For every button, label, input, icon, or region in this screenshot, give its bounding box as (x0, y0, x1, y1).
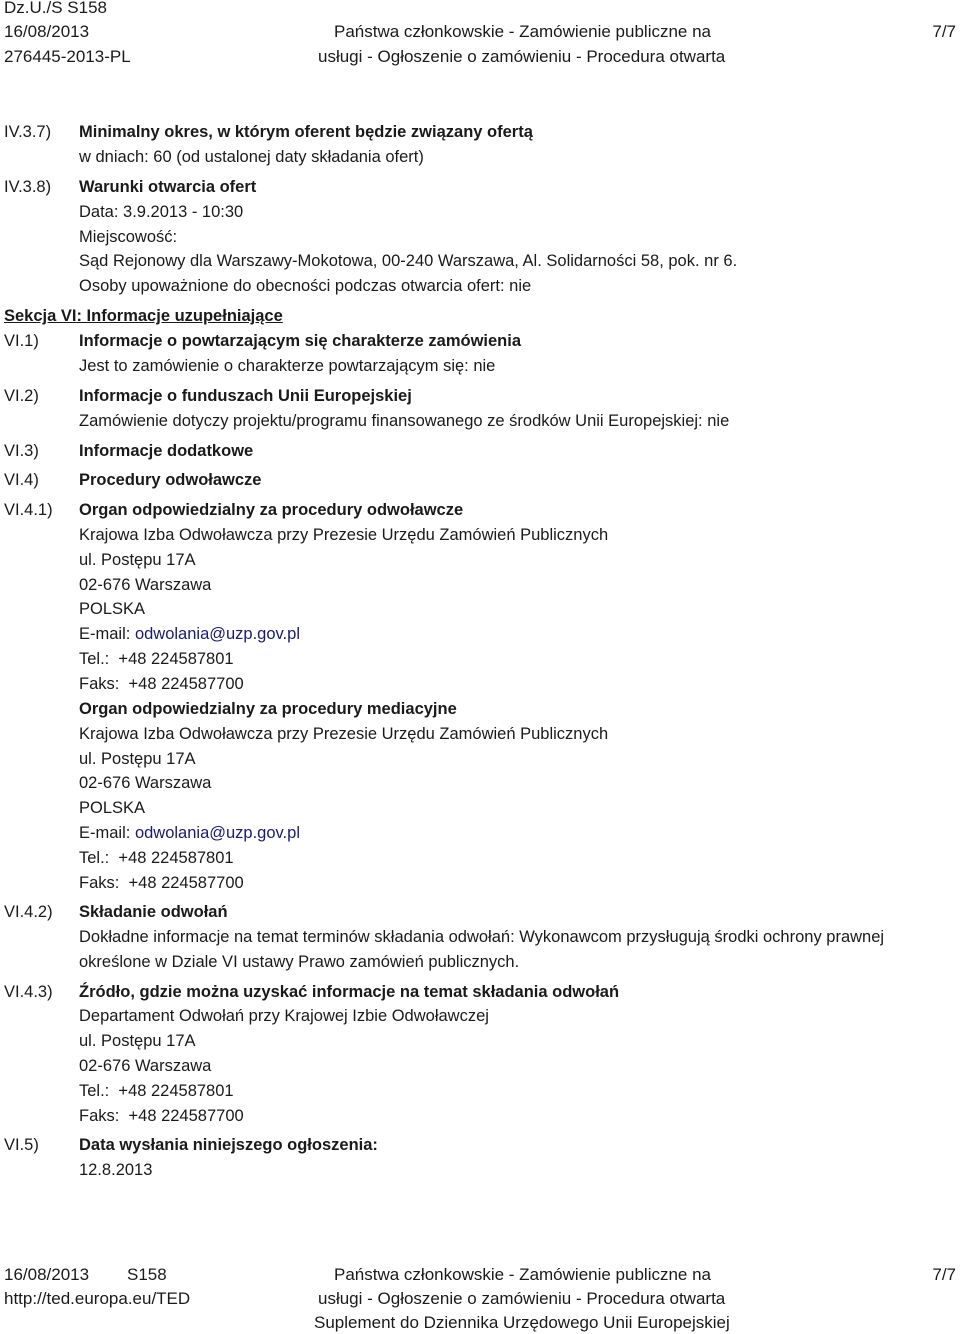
section-number: IV.3.8) (4, 178, 52, 196)
street-address: ul. Postępu 17A (79, 551, 196, 569)
street-address: ul. Postępu 17A (79, 750, 196, 768)
eu-funds-text: Zamówienie dotyczy projektu/programu finansowanego ze środków Unii Europejskiej: nie (79, 412, 730, 430)
section-number: VI.4) (4, 471, 39, 489)
phone: Tel.: +48 224587801 (79, 849, 234, 867)
footer-page-number: 7/7 (932, 1265, 956, 1284)
header-date: 16/08/2013 (4, 22, 90, 41)
section-title: Data wysłania niniejszego ogłoszenia: (79, 1136, 378, 1154)
section-number: IV.3.7) (4, 123, 52, 141)
section-number: VI.1) (4, 332, 39, 350)
authorised-persons: Osoby upoważnione do obecności podczas otwarcia ofert: nie (79, 277, 532, 295)
section-title: Organ odpowiedzialny za procedury mediacyjne (79, 700, 457, 718)
section-number: VI.3) (4, 442, 39, 460)
section-title: Źródło, gdzie można uzyskać informacje na temat składania odwołań (79, 983, 620, 1001)
section-number: VI.2) (4, 387, 39, 405)
section-title: Warunki otwarcia ofert (79, 178, 257, 196)
section-title: Informacje o funduszach Unii Europejskiej (79, 387, 412, 405)
section-number: VI.4.2) (4, 903, 53, 921)
recurring-text: Jest to zamówienie o charakterze powtarzającym się: nie (79, 357, 496, 375)
section-title: Organ odpowiedzialny za procedury odwoławcze (79, 501, 464, 519)
footer-date: 16/08/2013 (4, 1265, 90, 1284)
section-title: Informacje dodatkowe (79, 442, 254, 460)
section-vi-title: Sekcja VI: Informacje uzupełniające (4, 307, 283, 325)
street-address: ul. Postępu 17A (79, 1032, 196, 1050)
email-line (79, 624, 300, 644)
city: 02-676 Warszawa (79, 1057, 212, 1075)
footer-title-line1: Państwa członkowskie - Zamówienie publiczne na (334, 1265, 712, 1284)
place-address: Sąd Rejonowy dla Warszawy-Mokotowa, 00-240 Warszawa, Al. Solidarności 58, pok. nr 6. (79, 252, 738, 270)
opening-date: Data: 3.9.2013 - 10:30 (79, 203, 244, 221)
email-line (79, 823, 300, 843)
footer-url[interactable]: http://ted.europa.eu/TED (4, 1289, 191, 1308)
phone: Tel.: +48 224587801 (79, 1082, 234, 1100)
journal-ref: Dz.U./S S158 (4, 0, 107, 17)
header-title-line2: usługi - Ogłoszenie o zamówieniu - Procedura otwarta (318, 47, 726, 66)
header-title-line1: Państwa członkowskie - Zamówienie publiczne na (334, 22, 712, 41)
organisation-name: Krajowa Izba Odwoławcza przy Prezesie Urzędu Zamówień Publicznych (79, 725, 609, 743)
footer-title-line2: usługi - Ogłoszenie o zamówieniu - Procedura otwarta (318, 1289, 726, 1308)
email-label: E-mail: (79, 625, 131, 643)
section-title: Minimalny okres, w którym oferent będzie związany ofertą (79, 123, 533, 141)
appeals-text-line2: określone w Dziale VI ustawy Prawo zamówień publicznych. (79, 953, 520, 971)
organisation-name: Departament Odwołań przy Krajowej Izbie Odwoławczej (79, 1007, 489, 1025)
section-number: VI.4.3) (4, 983, 53, 1001)
section-title: Składanie odwołań (79, 903, 228, 921)
email-link[interactable]: odwolania@uzp.gov.pl (134, 824, 300, 842)
place-label: Miejscowość: (79, 228, 178, 246)
phone: Tel.: +48 224587801 (79, 650, 234, 668)
header-page-number: 7/7 (932, 22, 956, 41)
section-title: Procedury odwoławcze (79, 471, 262, 489)
country: POLSKA (79, 799, 146, 817)
email-label: E-mail: (79, 824, 131, 842)
country: POLSKA (79, 600, 146, 618)
email-link[interactable]: odwolania@uzp.gov.pl (134, 625, 300, 643)
fax: Faks: +48 224587700 (79, 1107, 244, 1125)
appeals-text-line1: Dokładne informacje na temat terminów składania odwołań: Wykonawcom przysługują środki ochrony prawnej (79, 928, 885, 946)
footer-issue: S158 (127, 1265, 167, 1284)
footer-title-line3: Suplement do Dziennika Urzędowego Unii Europejskiej (314, 1313, 730, 1332)
city: 02-676 Warszawa (79, 774, 212, 792)
fax: Faks: +48 224587700 (79, 675, 244, 693)
section-title: Informacje o powtarzającym się charakterze zamówienia (79, 332, 522, 350)
section-number: VI.5) (4, 1136, 39, 1154)
organisation-name: Krajowa Izba Odwoławcza przy Prezesie Urzędu Zamówień Publicznych (79, 526, 609, 544)
section-number: VI.4.1) (4, 501, 53, 519)
city: 02-676 Warszawa (79, 576, 212, 594)
dispatch-date: 12.8.2013 (79, 1161, 153, 1179)
validity-period-text: w dniach: 60 (od ustalonej daty składania ofert) (79, 148, 424, 166)
header-doc-id: 276445-2013-PL (4, 47, 131, 66)
fax: Faks: +48 224587700 (79, 874, 244, 892)
